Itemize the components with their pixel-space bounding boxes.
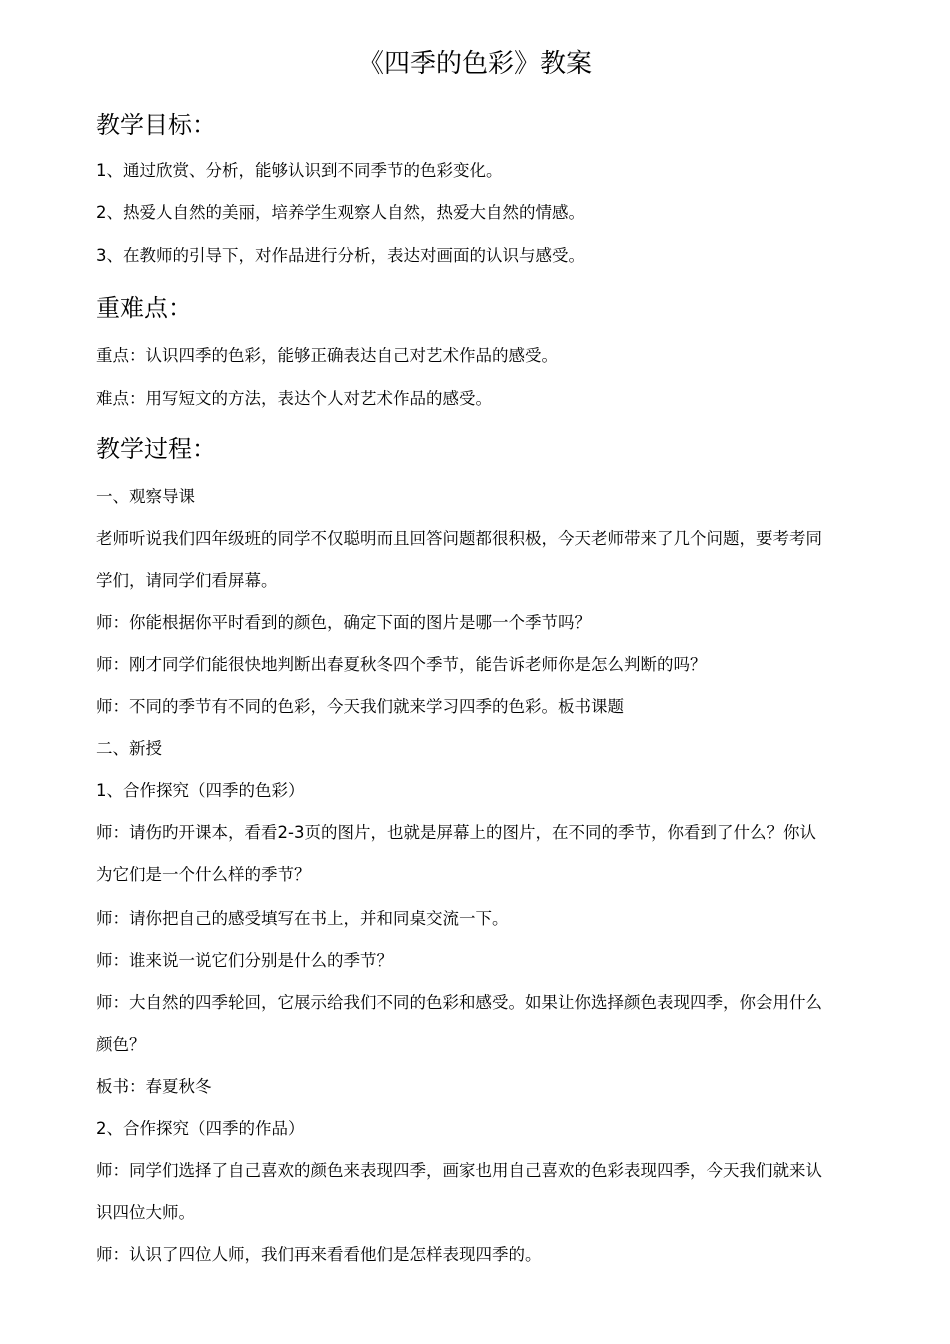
process-paragraph: 师：你能根据你平时看到的颜色，确定下面的图片是哪一个季节吗？ bbox=[96, 613, 591, 632]
process-paragraph: 师：请你把自己的感受填写在书上，并和同桌交流一下。 bbox=[96, 909, 509, 928]
process-paragraph: 板书：春夏秋冬 bbox=[96, 1077, 212, 1096]
difficult-point-item: 难点：用写短文的方法，表达个人对艺术作品的感受。 bbox=[96, 389, 492, 408]
process-paragraph: 师：大自然的四季轮回，它展示给我们不同的色彩和感受。如果让你选择颜色表现四季，你会用什么颜色？ bbox=[96, 993, 822, 1054]
process-paragraph: 师：不同的季节有不同的色彩，今天我们就来学习四季的色彩。板书课题 bbox=[96, 697, 624, 716]
section-heading-process: 教学过程： bbox=[96, 435, 216, 463]
process-paragraph: 师：刚才同学们能很快地判断出春夏秋冬四个季节，能告诉老师你是怎么判断的吗？ bbox=[96, 655, 707, 674]
process-paragraph: 师：认识了四位人师，我们再来看看他们是怎样表现四季的。 bbox=[96, 1245, 542, 1264]
process-paragraph: 师：请伤旳开课本，看看2-3页的图片，也就是屏幕上的图片，在不同的季节，你看到了什么？你认为它们是一个什么样的季节？ bbox=[96, 823, 816, 884]
process-paragraph: 师：同学们选择了自己喜欢的颜色来表现四季，画家也用自己喜欢的色彩表现四季，今天我们就来认识四位大师。 bbox=[96, 1161, 822, 1222]
process-subheading: 二、新授 bbox=[96, 739, 162, 758]
goal-item-1: 1、通过欣赏、分析，能够认识到不同季节的色彩变化。 bbox=[96, 161, 503, 180]
key-point-item: 重点：认识四季的色彩，能够正确表达自己对艺术作品的感受。 bbox=[96, 346, 558, 365]
section-heading-goals: 教学目标： bbox=[96, 111, 216, 139]
process-paragraph: 师：谁来说一说它们分别是什么的季节？ bbox=[96, 951, 393, 970]
process-subheading: 2、合作探究（四季的作品） bbox=[96, 1119, 305, 1138]
goal-item-2: 2、热爱人自然的美丽，培养学生观察人自然，热爱大自然的情感。 bbox=[96, 203, 585, 222]
section-heading-key-points: 重难点： bbox=[96, 294, 192, 322]
process-paragraph: 老师听说我们四年级班的同学不仅聪明而且回答问题都很积极，今天老师带来了几个问题，要考考同学们，请同学们看屏幕。 bbox=[96, 529, 822, 590]
process-subheading: 一、观察导课 bbox=[96, 487, 195, 506]
goal-item-3: 3、在教师的引导下，对作品进行分析，表达对画面的认识与感受。 bbox=[96, 246, 585, 265]
document-title: 《四季的色彩》教案 bbox=[357, 49, 592, 79]
process-subheading: 1、合作探究（四季的色彩） bbox=[96, 781, 305, 800]
